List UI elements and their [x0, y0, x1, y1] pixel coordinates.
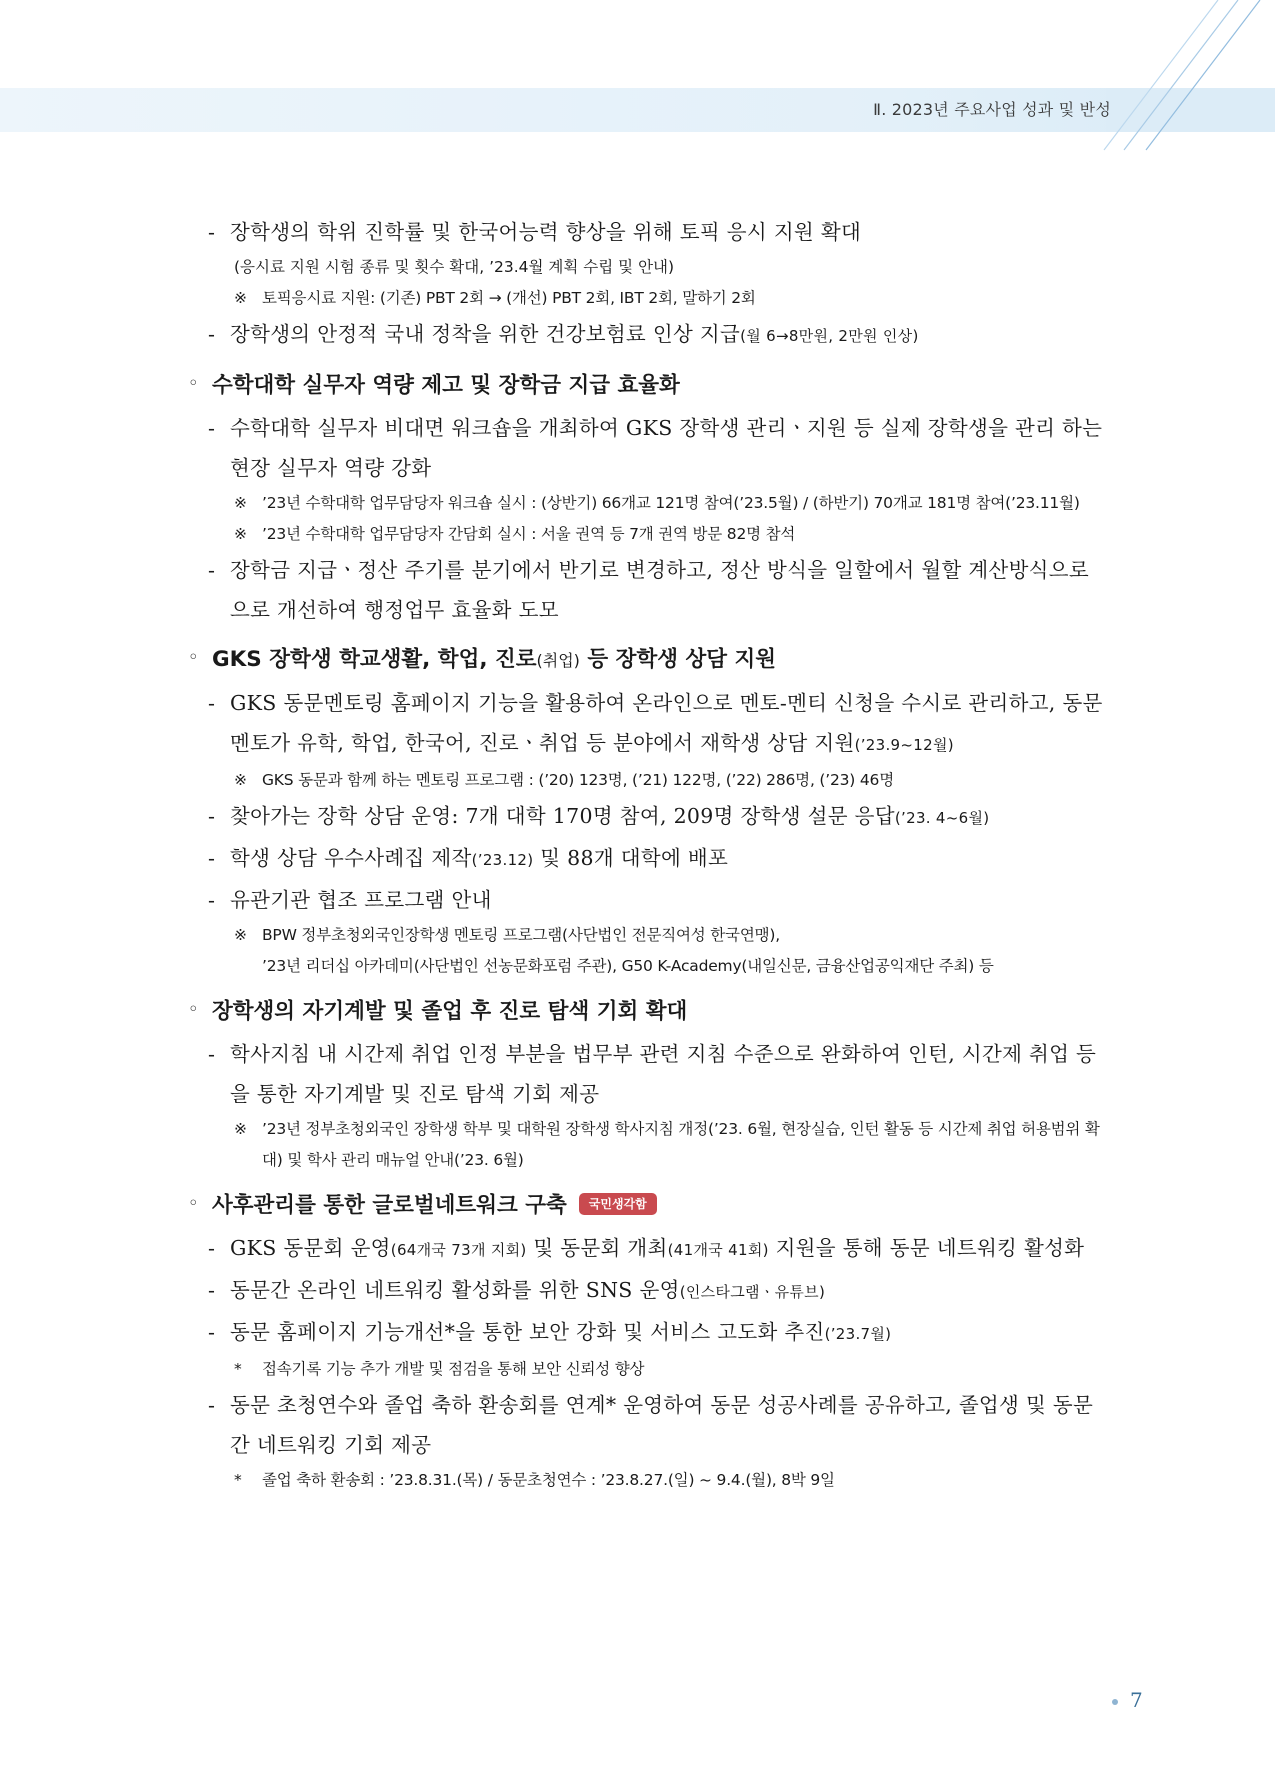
parenthetical-text: (응시료 지원 시험 종류 및 횟수 확대, ’23.4월 계획 수립 및 안내)	[234, 258, 675, 276]
item-text-tail: 및 동문회 개최	[526, 1236, 668, 1260]
note-text: ’23년 수학대학 업무담당자 워크숍 실시 : (상반기) 66개교 121명 참여(’23.5월) / (하반기) 70개교 181명 참여(’23.11월)	[262, 494, 1080, 512]
item-text: 장학금 지급ㆍ정산 주기를 분기에서 반기로 변경하고, 정산 방식을 일할에서 월할 계산방식으로 으로 개선하여 행정업무 효율화 도모	[230, 558, 1089, 622]
section-heading	[184, 646, 1114, 675]
item-text-tail: 및 88개 대학에 배포	[533, 846, 729, 870]
item-note-inline: (41개국 41회)	[667, 1241, 769, 1259]
dash-marker: -	[208, 888, 216, 912]
dash-marker: -	[208, 691, 216, 715]
item-text: GKS 동문회 운영	[230, 1236, 391, 1260]
item-note-inline: (’23.7월)	[824, 1325, 892, 1343]
section-heading	[184, 372, 1114, 400]
reference-note	[184, 519, 1114, 550]
dash-marker: -	[208, 322, 216, 346]
item-note-inline: (64개국 73개 지회)	[390, 1241, 527, 1259]
note-marker: ※	[234, 1120, 247, 1138]
item-text: 장학생의 학위 진학률 및 한국어능력 향상을 위해 토픽 응시 지원 확대	[230, 220, 862, 244]
dash-item	[184, 1385, 1114, 1465]
item-text: 유관기관 협조 프로그램 안내	[230, 888, 492, 912]
note-text: 토픽응시료 지원: (기존) PBT 2회 → (개선) PBT 2회, IBT 2회, 말하기 2회	[262, 289, 756, 307]
note-text: ’23년 정부초청외국인 장학생 학부 및 대학원 장학생 학사지침 개정(’23. 6월, 현장실습, 인턴 활동 등 시간제 취업 허용범위 확대) 및 학사 관리 매뉴얼 안내(’23. 6월)	[262, 1120, 1100, 1169]
note-text: 접속기록 기능 추가 개발 및 점검을 통해 보안 신뢰성 향상	[262, 1360, 645, 1378]
section	[184, 646, 1114, 982]
dash-item	[184, 1270, 1114, 1312]
item-text: 동문 홈페이지 기능개선*을 통한 보안 강화 및 서비스 고도화 추진	[230, 1320, 825, 1344]
page-number: 7	[1130, 1688, 1143, 1712]
dash-item	[184, 1034, 1114, 1114]
dash-marker: -	[208, 1236, 216, 1260]
item-text: 학생 상담 우수사례집 제작	[230, 846, 472, 870]
page-number-dot	[1112, 1699, 1118, 1705]
item-text: 수학대학 실무자 비대면 워크숍을 개최하여 GKS 장학생 관리ㆍ지원 등 실제 장학생을 관리 하는 현장 실무자 역량 강화	[230, 416, 1103, 480]
note-text: 졸업 축하 환송회 : ’23.8.31.(목) / 동문초청연수 : ’23.8.27.(일) ~ 9.4.(월), 8박 9일	[262, 1471, 835, 1489]
header-title: Ⅱ. 2023년 주요사업 성과 및 반성	[873, 100, 1111, 119]
dash-item	[184, 1228, 1114, 1270]
dash-marker: -	[208, 1320, 216, 1344]
note-text: GKS 동문과 함께 하는 멘토링 프로그램 : (’20) 123명, (’21) 122명, (’22) 286명, (’23) 46명	[262, 771, 894, 789]
reference-note	[184, 765, 1114, 796]
section-heading	[184, 998, 1114, 1026]
note-marker: ※	[234, 771, 247, 789]
circle-bullet-icon: ◦	[188, 373, 199, 394]
section-heading-text: 사후관리를 통한 글로벌네트워크 구축	[212, 1193, 567, 1218]
dash-item	[184, 683, 1114, 765]
reference-note	[184, 1354, 1114, 1385]
item-text: GKS 동문멘토링 홈페이지 기능을 활용하여 온라인으로 멘토-멘티 신청을 수시로 관리하고, 동문 멘토가 유학, 학업, 한국어, 진로ㆍ취업 등 분야에서 재학생 상담 지원	[230, 691, 1103, 755]
dash-item	[184, 550, 1114, 630]
dash-marker: -	[208, 846, 216, 870]
section-heading-text-tail: 등 장학생 상담 지원	[579, 647, 777, 672]
note-marker: *	[234, 1471, 242, 1489]
note-marker: ※	[234, 926, 247, 944]
section-heading-text: 장학생의 자기계발 및 졸업 후 진로 탐색 기회 확대	[212, 999, 688, 1024]
item-text: 찾아가는 장학 상담 운영: 7개 대학 170명 참여, 209명 장학생 설문 응답	[230, 804, 895, 828]
citizen-idea-badge: 국민생각함	[579, 1193, 657, 1215]
note-text: ’23년 수학대학 업무담당자 간담회 실시 : 서울 권역 등 7개 권역 방문 82명 참석	[262, 525, 796, 543]
section-heading-note: (취업)	[536, 651, 580, 670]
circle-bullet-icon: ◦	[188, 999, 199, 1020]
dash-marker: -	[208, 1042, 216, 1066]
item-note-inline: (’23.12)	[471, 851, 534, 869]
dash-item	[184, 880, 1114, 920]
note-marker: *	[234, 1360, 242, 1378]
item-text: 동문간 온라인 네트워킹 활성화를 위한 SNS 운영	[230, 1278, 680, 1302]
circle-bullet-icon: ◦	[188, 647, 199, 668]
circle-bullet-icon: ◦	[188, 1193, 199, 1214]
note-text: ’23년 리더십 아카데미(사단법인 선농문화포럼 주관), G50 K-Academy(내일신문, 금융산업공익재단 주최) 등	[262, 957, 994, 975]
note-marker: ※	[234, 525, 247, 543]
item-text: 학사지침 내 시간제 취업 인정 부분을 법무부 관련 지침 수준으로 완화하여 인턴, 시간제 취업 등을 통한 자기계발 및 진로 탐색 기회 제공	[230, 1042, 1097, 1106]
section-heading-text: 수학대학 실무자 역량 제고 및 장학금 지급 효율화	[212, 373, 680, 398]
item-text-tail: 지원을 통해 동문 네트워킹 활성화	[768, 1236, 1085, 1260]
dash-item	[184, 796, 1114, 838]
main-content	[184, 212, 1114, 1496]
reference-note	[184, 920, 1114, 951]
dash-marker: -	[208, 1278, 216, 1302]
dash-item	[184, 212, 1114, 252]
dash-marker: -	[208, 558, 216, 582]
dash-item	[184, 314, 1114, 356]
item-note-inline: (’23.9~12월)	[854, 736, 954, 754]
note-marker: ※	[234, 289, 247, 307]
section	[184, 1192, 1114, 1496]
note-marker: ※	[234, 494, 247, 512]
note-text: BPW 정부초청외국인장학생 멘토링 프로그램(사단법인 전문직여성 한국연맹),	[262, 926, 780, 944]
section-heading-text: GKS 장학생 학교생활, 학업, 진로	[212, 647, 537, 672]
dash-item	[184, 1312, 1114, 1354]
item-text: 동문 초청연수와 졸업 축하 환송회를 연계* 운영하여 동문 성공사례를 공유하고, 졸업생 및 동문 간 네트워킹 기회 제공	[230, 1393, 1094, 1457]
reference-note	[184, 488, 1114, 519]
dash-item	[184, 408, 1114, 488]
reference-note	[184, 1465, 1114, 1496]
dash-marker: -	[208, 1393, 216, 1417]
header-decoration-lines	[0, 0, 1275, 160]
dash-item	[184, 838, 1114, 880]
section-heading	[184, 1192, 1114, 1220]
section	[184, 998, 1114, 1176]
dash-marker: -	[208, 220, 216, 244]
item-note-inline: (’23. 4~6월)	[894, 809, 990, 827]
item-note-inline: (인스타그램ㆍ유튜브)	[679, 1283, 826, 1301]
dash-marker: -	[208, 804, 216, 828]
item-note-inline: (월 6→8만원, 2만원 인상)	[740, 327, 919, 345]
reference-note	[184, 283, 1114, 314]
note-continuation	[184, 951, 1114, 982]
parenthetical-note	[184, 252, 1114, 283]
item-text: 장학생의 안정적 국내 정착을 위한 건강보험료 인상 지급	[230, 322, 741, 346]
dash-marker: -	[208, 416, 216, 440]
reference-note	[184, 1114, 1114, 1176]
section	[184, 372, 1114, 630]
